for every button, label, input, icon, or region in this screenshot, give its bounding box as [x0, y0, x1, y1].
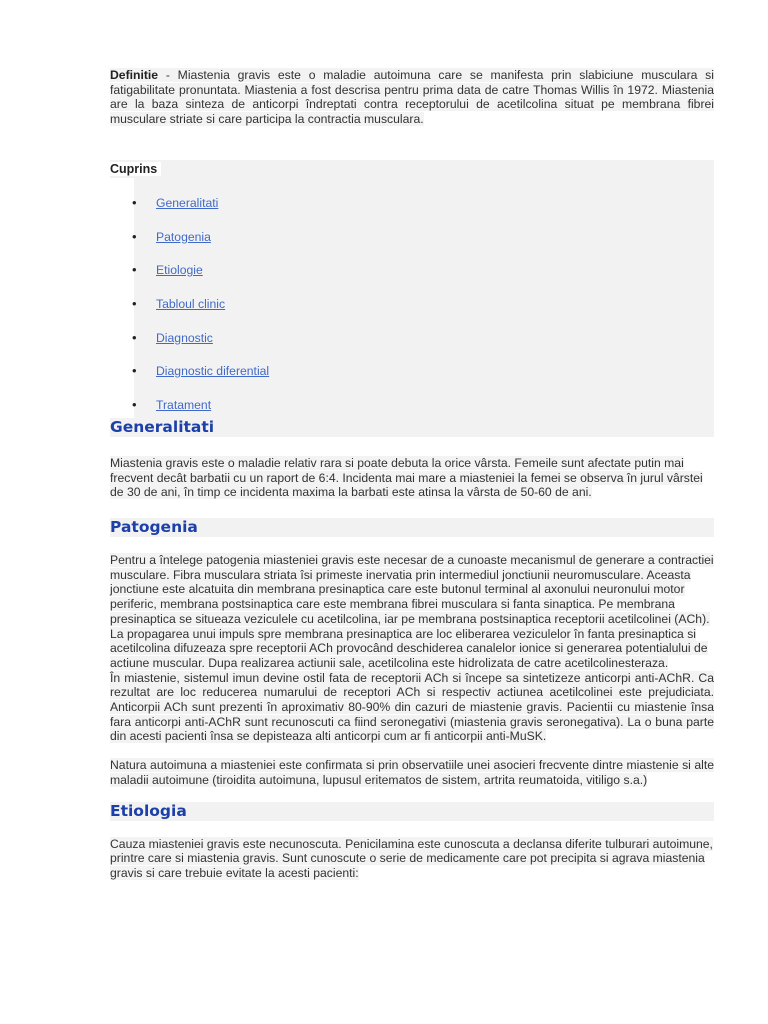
- toc-title: Cuprins: [110, 162, 161, 176]
- table-of-contents: [110, 160, 714, 437]
- definition-term: Definitie: [110, 68, 159, 82]
- toc-link-tratament[interactable]: Tratament: [156, 397, 212, 412]
- toc-link-generalitati[interactable]: Generalitati: [156, 195, 219, 210]
- toc-link-diagnostic-diferential[interactable]: Diagnostic diferential: [156, 364, 270, 379]
- patogenia-paragraph-3: Natura autoimuna a miasteniei este confirmata si prin observatiile unei asocieri frecvente dintre miastenie si alte maladii autoimune (tiroidita autoimuna, lupusul eritematos de sistem, artrita reumatoida, vitiligo s.a.): [110, 758, 714, 787]
- toc-item-tratament: [110, 396, 212, 418]
- heading-patogenia: Patogenia: [110, 518, 714, 537]
- patogenia-paragraph-2: În miastenie, sistemul imun devine ostil fata de receptorii ACh si începe sa sintetizeze anticorpi anti-AChR. Ca rezultat are loc reducerea numarului de receptori ACh si respectiv actiunea acetilcolinei este prejudiciata. Anticorpii ACh sunt prezenti în aproximativ 80-90% din cazuri de miastenie gravis. Pacientii cu miastenie însa fara anticorpi anti-AChR sunt recunoscuti ca fiind seronegativi (miastenia gravis seronegativa). La o buna parte din acesti pacienti însa se depisteaza alti anticorpi cum ar fi anticorpii anti-MuSK.: [110, 670, 714, 744]
- bullet-icon: •: [132, 228, 137, 244]
- toc-link-patogenia[interactable]: Patogenia: [156, 229, 211, 244]
- bullet-icon: •: [132, 396, 137, 412]
- bullet-icon: •: [132, 329, 137, 345]
- heading-generalitati: Generalitati: [110, 418, 714, 437]
- heading-etiologia: Etiologia: [110, 802, 714, 821]
- toc-link-etiologie[interactable]: Etiologie: [156, 263, 203, 278]
- toc-item-etiologie: [110, 262, 203, 297]
- definition-text: - Miastenia gravis este o maladie autoimuna care se manifesta prin slabiciune musculara si fatigabilitate pronuntata. Miastenia a fost descrisa pentru prima data de catre Thomas Willis în 1972. Miastenia are la baza sinteza de anticorpi îndreptati contra receptorului de acetilcolina situat pe membrana fibrei musculare striate si care participa la contractia musculara.: [110, 68, 714, 127]
- toc-item-diagnostic: [110, 329, 213, 365]
- toc-link-tabloul-clinic[interactable]: Tabloul clinic: [156, 296, 226, 311]
- toc-item-diagnostic-diferential: [110, 363, 270, 398]
- bullet-icon: •: [132, 295, 137, 311]
- definition-paragraph: [110, 68, 714, 127]
- bullet-icon: •: [132, 363, 137, 379]
- patogenia-paragraph-1: Pentru a întelege patogenia miasteniei gravis este necesar de a cunoaste mecanismul de generare a contractiei musculare. Fibra musculara striata îsi primeste inervatia prin intermediul jonctiunii neuromusculare. Aceasta jonctiune este alcatuita din membrana presinaptica care este butonul terminal al axonului neuronului motor periferic, membrana postsinaptica care este membrana fibrei musculara si fanta sinaptica. Pe membrana presinaptica se situeaza veziculele cu acetilcolina, iar pe membrana postsinaptica receptorii acetilcolinei (ACh). La propagarea unui impuls spre membrana presinaptica are loc eliberarea veziculelor în fanta presinaptica si acetilcolina difuzeaza spre receptorii ACh provocând deschiderea canalelor ionice si generarea potentialului de actiune muscular. Dupa realizarea actiunii sale, acetilcolina este hidrolizata de catre acetilcolinesteraza.: [110, 553, 714, 670]
- bullet-icon: •: [132, 262, 137, 278]
- toc-item-patogenia: [110, 228, 211, 264]
- bullet-icon: •: [132, 194, 137, 210]
- document-page: [110, 68, 714, 881]
- toc-link-diagnostic[interactable]: Diagnostic: [156, 330, 213, 345]
- generalitati-paragraph: Miastenia gravis este o maladie relativ rara si poate debuta la orice vârsta. Femeile sunt afectate putin mai frecvent decât barbatii cu un raport de 6:4. Incidenta mai mare a miasteniei la femei se observa în jurul vârstei de 30 de ani, în timp ce incidenta maxima la barbati este atinsa la vârsta de 50-60 de ani.: [110, 455, 703, 500]
- toc-list: [110, 194, 270, 418]
- etiologia-paragraph: Cauza miasteniei gravis este necunoscuta. Penicilamina este cunoscuta a declansa diferite tulburari autoimune, printre care si miastenia gravis. Sunt cunoscute o serie de medicamente care pot precipita si agrava miastenia gravis si care trebuie evitate la acesti pacienti:: [110, 836, 713, 880]
- toc-item-tabloul-clinic: [110, 295, 226, 331]
- toc-item-generalitati: [110, 194, 219, 230]
